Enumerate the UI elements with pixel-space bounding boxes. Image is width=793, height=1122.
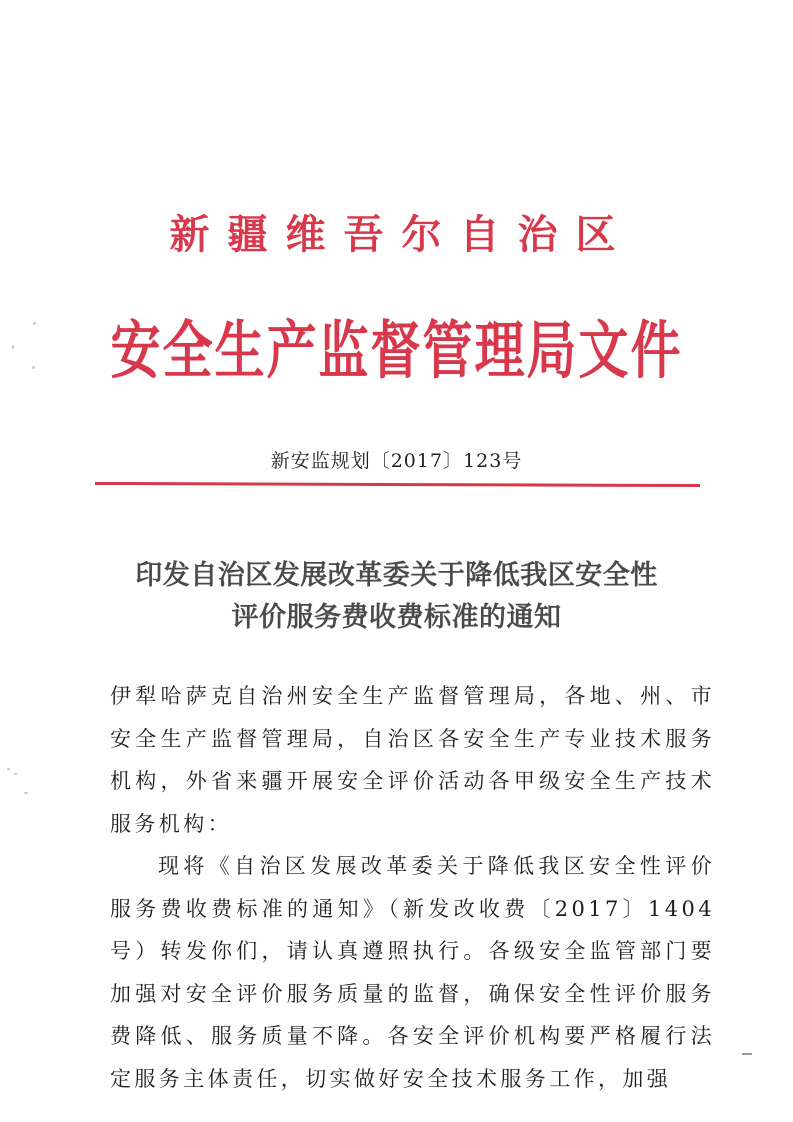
red-divider-line (95, 482, 700, 487)
body-paragraph: 现将《自治区发展改革委关于降低我区安全性评价服务费收费标准的通知》（新发改收费〔2017〕1404号）转发你们，请认真遵照执行。各级安全监管部门要加强对安全评价服务质量的监督，确保安全性评价服务费降低、服务质量不降。各安全评价机构要严格履行法定服务主体责任，切实做好安全技术服务工作，加强 (110, 854, 715, 1091)
recipients-paragraph: 伊犁哈萨克自治州安全生产监督管理局，各地、州、市安全生产监督管理局，自治区各安全生产专业技术服务机构，外省来疆开展安全评价活动各甲级安全生产技术服务机构： (110, 684, 715, 836)
scan-speck (33, 322, 36, 325)
document-number: 新安监规划〔2017〕123号 (270, 450, 523, 472)
scan-speck (14, 773, 17, 775)
document-body (110, 675, 715, 1100)
issuing-authority-region: 新疆维吾尔自治区 (169, 211, 634, 258)
document-title-line2: 评价服务费收费标准的通知 (231, 602, 562, 633)
scan-speck (7, 768, 10, 770)
issuing-authority-title: 安全生产监督管理局文件 (110, 313, 683, 387)
scan-mark (742, 1053, 752, 1055)
document-title (0, 555, 793, 639)
scan-speck (24, 792, 28, 794)
document-title-line1: 印发自治区发展改革委关于降低我区安全性 (135, 560, 658, 591)
scan-speck (12, 345, 14, 349)
scan-speck (32, 366, 35, 369)
